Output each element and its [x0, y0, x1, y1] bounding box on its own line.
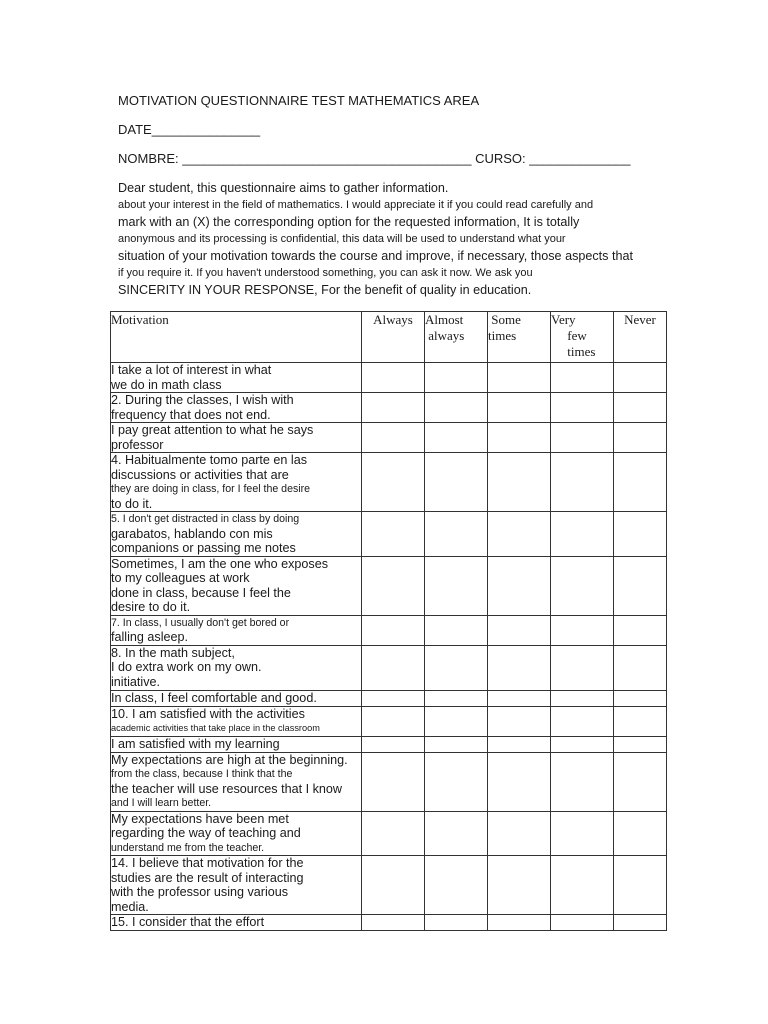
answer-cell-never[interactable] — [614, 915, 667, 931]
question-text: 14. I believe that motivation for the studies are the result of interacting with the professor using various media. — [111, 856, 362, 915]
table-header-row — [111, 312, 667, 363]
intro-line: situation of your motivation towards the course and improve, if necessary, those aspects that — [118, 249, 633, 263]
table-row — [111, 690, 667, 706]
table-row — [111, 512, 667, 557]
answer-cell-very-few-times[interactable] — [551, 736, 614, 752]
answer-cell-never[interactable] — [614, 615, 667, 645]
answer-cell-sometimes[interactable] — [488, 363, 551, 393]
answer-cell-always[interactable] — [362, 690, 425, 706]
answer-cell-almost-always[interactable] — [425, 706, 488, 736]
column-header-almost-always: Almost always — [425, 312, 488, 363]
answer-cell-never[interactable] — [614, 736, 667, 752]
table-row — [111, 645, 667, 690]
table-row — [111, 393, 667, 423]
answer-cell-sometimes[interactable] — [488, 915, 551, 931]
answer-cell-very-few-times[interactable] — [551, 752, 614, 811]
answer-cell-almost-always[interactable] — [425, 512, 488, 557]
answer-cell-very-few-times[interactable] — [551, 811, 614, 856]
answer-cell-never[interactable] — [614, 856, 667, 915]
answer-cell-almost-always[interactable] — [425, 363, 488, 393]
answer-cell-almost-always[interactable] — [425, 915, 488, 931]
table-row — [111, 706, 667, 736]
answer-cell-very-few-times[interactable] — [551, 856, 614, 915]
table-row — [111, 736, 667, 752]
answer-cell-very-few-times[interactable] — [551, 615, 614, 645]
answer-cell-never[interactable] — [614, 811, 667, 856]
answer-cell-sometimes[interactable] — [488, 423, 551, 453]
answer-cell-very-few-times[interactable] — [551, 645, 614, 690]
question-text: I take a lot of interest in what we do in math class — [111, 363, 362, 393]
intro-line: if you require it. If you haven't understood something, you can ask it now. We ask you — [118, 267, 533, 279]
answer-cell-sometimes[interactable] — [488, 645, 551, 690]
answer-cell-very-few-times[interactable] — [551, 556, 614, 615]
answer-cell-always[interactable] — [362, 645, 425, 690]
answer-cell-never[interactable] — [614, 512, 667, 557]
question-text: 8. In the math subject, I do extra work on my own. initiative. — [111, 645, 362, 690]
answer-cell-almost-always[interactable] — [425, 556, 488, 615]
answer-cell-always[interactable] — [362, 512, 425, 557]
answer-cell-always[interactable] — [362, 363, 425, 393]
column-header-never: Never — [614, 312, 667, 363]
answer-cell-sometimes[interactable] — [488, 752, 551, 811]
intro-line: SINCERITY IN YOUR RESPONSE, For the benefit of quality in education. — [118, 283, 532, 297]
question-text: 5. I don't get distracted in class by doing garabatos, hablando con mis companions or passing me notes — [111, 512, 362, 557]
answer-cell-sometimes[interactable] — [488, 393, 551, 423]
answer-cell-almost-always[interactable] — [425, 615, 488, 645]
intro-line: about your interest in the field of mathematics. I would appreciate it if you could read carefully and — [118, 199, 594, 211]
answer-cell-sometimes[interactable] — [488, 512, 551, 557]
answer-cell-almost-always[interactable] — [425, 453, 488, 512]
table-row — [111, 856, 667, 915]
questionnaire-title: MOTIVATION QUESTIONNAIRE TEST MATHEMATICS AREA — [118, 93, 480, 108]
answer-cell-never[interactable] — [614, 645, 667, 690]
nombre-curso-field[interactable]: NOMBRE: ________________________________________ CURSO: ______________ — [118, 151, 631, 166]
answer-cell-never[interactable] — [614, 706, 667, 736]
column-header-always: Always — [362, 312, 425, 363]
answer-cell-always[interactable] — [362, 736, 425, 752]
answer-cell-sometimes[interactable] — [488, 453, 551, 512]
answer-cell-never[interactable] — [614, 363, 667, 393]
question-text: 4. Habitualmente tomo parte en las discussions or activities that are they are doing in class, for I feel the desire to do it. — [111, 453, 362, 512]
answer-cell-never[interactable] — [614, 453, 667, 512]
answer-cell-sometimes[interactable] — [488, 556, 551, 615]
answer-cell-always[interactable] — [362, 915, 425, 931]
intro-line: mark with an (X) the corresponding option for the requested information, It is totally — [118, 215, 580, 229]
question-text: 7. In class, I usually don't get bored or falling asleep. — [111, 615, 362, 645]
table-row — [111, 752, 667, 811]
answer-cell-never[interactable] — [614, 393, 667, 423]
answer-cell-always[interactable] — [362, 556, 425, 615]
answer-cell-always[interactable] — [362, 423, 425, 453]
intro-line: Dear student, this questionnaire aims to gather information. — [118, 181, 449, 195]
answer-cell-sometimes[interactable] — [488, 690, 551, 706]
answer-cell-never[interactable] — [614, 556, 667, 615]
answer-cell-always[interactable] — [362, 615, 425, 645]
answer-cell-never[interactable] — [614, 752, 667, 811]
question-text: 15. I consider that the effort — [111, 915, 362, 931]
question-text: 10. I am satisfied with the activities academic activities that take place in the classroom — [111, 706, 362, 736]
table-row — [111, 915, 667, 931]
answer-cell-always[interactable] — [362, 706, 425, 736]
answer-cell-sometimes[interactable] — [488, 811, 551, 856]
answer-cell-very-few-times[interactable] — [551, 423, 614, 453]
answer-cell-very-few-times[interactable] — [551, 690, 614, 706]
column-header-motivation: Motivation — [111, 312, 362, 363]
answer-cell-almost-always[interactable] — [425, 736, 488, 752]
table-row — [111, 363, 667, 393]
answer-cell-sometimes[interactable] — [488, 706, 551, 736]
column-header-sometimes: Some times — [488, 312, 551, 363]
answer-cell-very-few-times[interactable] — [551, 706, 614, 736]
question-text: I pay great attention to what he says professor — [111, 423, 362, 453]
question-text: My expectations are high at the beginning. from the class, because I think that the the teacher will use resources that I know and I will learn better. — [111, 752, 362, 811]
answer-cell-very-few-times[interactable] — [551, 363, 614, 393]
intro-line: anonymous and its processing is confidential, this data will be used to understand what your — [118, 233, 566, 245]
answer-cell-sometimes[interactable] — [488, 856, 551, 915]
answer-cell-very-few-times[interactable] — [551, 453, 614, 512]
answer-cell-never[interactable] — [614, 690, 667, 706]
answer-cell-always[interactable] — [362, 856, 425, 915]
question-text: Sometimes, I am the one who exposes to my colleagues at work done in class, because I feel the desire to do it. — [111, 556, 362, 615]
answer-cell-sometimes[interactable] — [488, 736, 551, 752]
answer-cell-always[interactable] — [362, 752, 425, 811]
answer-cell-almost-always[interactable] — [425, 752, 488, 811]
answer-cell-almost-always[interactable] — [425, 856, 488, 915]
answer-cell-never[interactable] — [614, 423, 667, 453]
questionnaire-table — [110, 311, 667, 931]
answer-cell-almost-always[interactable] — [425, 811, 488, 856]
question-text: In class, I feel comfortable and good. — [111, 690, 362, 706]
answer-cell-almost-always[interactable] — [425, 645, 488, 690]
answer-cell-very-few-times[interactable] — [551, 915, 614, 931]
answer-cell-always[interactable] — [362, 393, 425, 423]
answer-cell-always[interactable] — [362, 811, 425, 856]
table-row — [111, 423, 667, 453]
column-header-very-few-times: Very few times — [551, 312, 614, 363]
table-row — [111, 453, 667, 512]
answer-cell-very-few-times[interactable] — [551, 512, 614, 557]
answer-cell-very-few-times[interactable] — [551, 393, 614, 423]
question-text: I am satisfied with my learning — [111, 736, 362, 752]
table-row — [111, 556, 667, 615]
table-row — [111, 615, 667, 645]
date-field[interactable]: DATE_______________ — [118, 122, 261, 137]
answer-cell-almost-always[interactable] — [425, 423, 488, 453]
answer-cell-almost-always[interactable] — [425, 690, 488, 706]
question-text: My expectations have been met regarding the way of teaching and understand me from the teacher. — [111, 811, 362, 856]
question-text: 2. During the classes, I wish with frequency that does not end. — [111, 393, 362, 423]
table-row — [111, 811, 667, 856]
answer-cell-always[interactable] — [362, 453, 425, 512]
answer-cell-almost-always[interactable] — [425, 393, 488, 423]
answer-cell-sometimes[interactable] — [488, 615, 551, 645]
